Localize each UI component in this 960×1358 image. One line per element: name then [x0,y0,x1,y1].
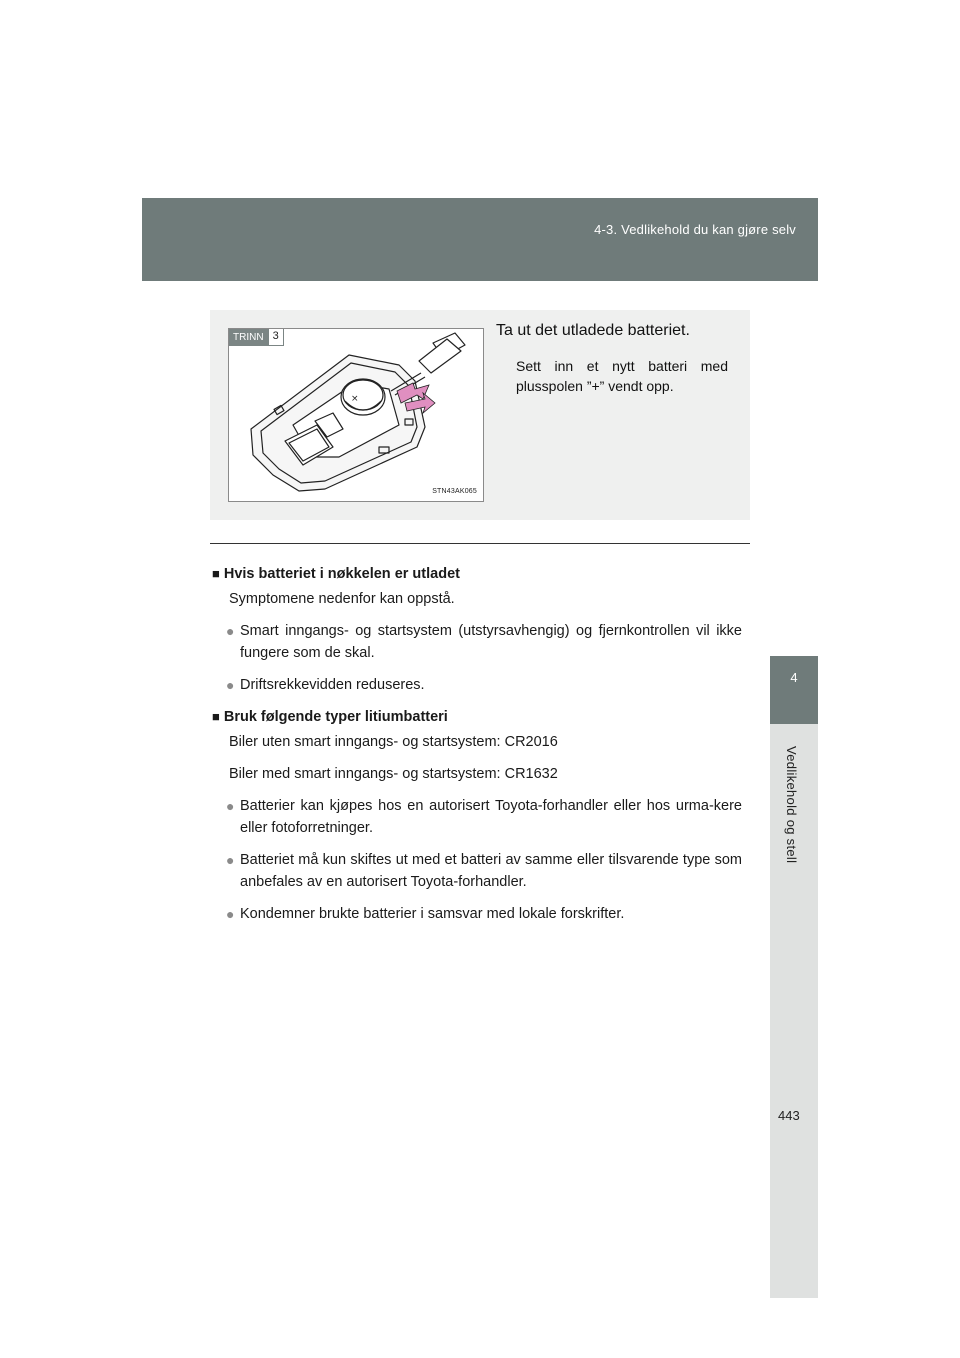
step-note: Sett inn et nytt batteri med plusspolen ”+” vendt opp. [516,358,728,394]
chapter-number: 4 [790,670,798,685]
section-heading: ■ Bruk følgende typer litiumbatteri [212,709,448,725]
bullet-icon: ● [226,906,235,922]
paragraph: Biler med smart inngangs- og startsystem: CR1632 [229,766,558,782]
paragraph: Symptomene nedenfor kan oppstå. [229,591,455,607]
step-tag-word: TRINN [229,329,268,346]
header-band [142,198,818,281]
bullet-icon: ● [226,623,235,639]
step-box [210,310,750,520]
step-tag [229,329,284,346]
bullet-icon: ● [226,677,235,693]
bullet-icon: ● [226,798,235,814]
key-battery-illustration [229,329,483,501]
chapter-side-strip [770,724,818,1298]
notes-content [212,560,742,925]
list-item: ● Batteriet må kun skiftes ut med et batteri av samme eller tilsvarende type som anbefales av en autorisert Toyota-forhandler. [212,849,742,893]
square-bullet-icon: ■ [212,709,220,724]
list-item: ● Driftsrekkevidden reduseres. [212,674,742,696]
section-title: 4-3. Vedlikehold du kan gjøre selv [594,222,796,237]
page-number: 443 [778,1108,800,1123]
chapter-tab [770,656,818,724]
square-bullet-icon: ■ [212,566,220,581]
list-item: ● Batterier kan kjøpes hos en autorisert Toyota-forhandler eller hos urma-kere eller fotoforretninger. [212,795,742,839]
list-item: ● Smart inngangs- og startsystem (utstyrsavhengig) og fjernkontrollen vil ikke fungere som de skal. [212,620,742,664]
step-title: Ta ut det utladede batteriet. [496,322,690,339]
paragraph: Biler uten smart inngangs- og startsystem: CR2016 [229,734,558,750]
section-heading: ■ Hvis batteriet i nøkkelen er utladet [212,566,460,582]
chapter-label: Vedlikehold og stell [784,746,799,864]
step-figure [228,328,484,502]
figure-code: STN43AK065 [432,488,477,495]
svg-text:×: × [351,394,359,404]
list-item: ● Kondemner brukte batterier i samsvar med lokale forskrifter. [212,903,742,925]
step-tag-number: 3 [268,329,284,346]
bullet-icon: ● [226,852,235,868]
divider [210,543,750,544]
